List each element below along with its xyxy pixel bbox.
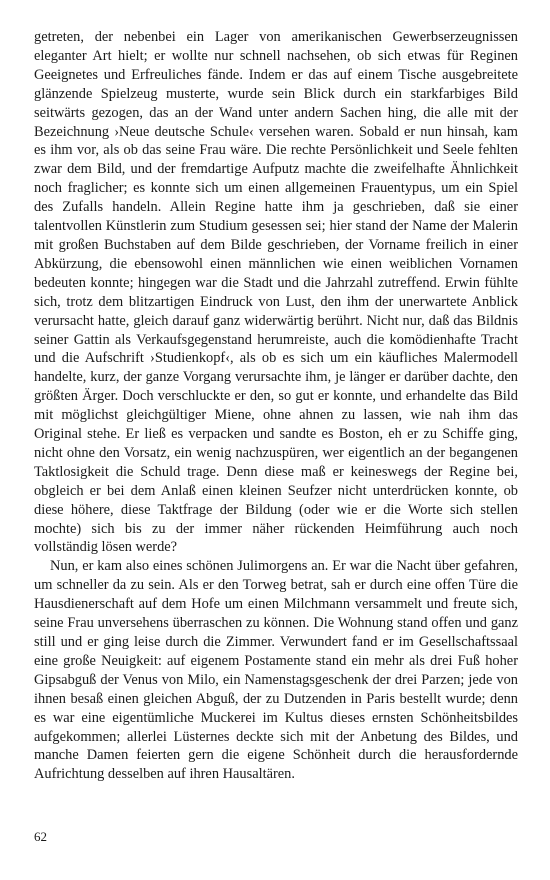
page-number: 62 [34,829,47,844]
body-text [34,28,518,784]
paragraph-2: Nun, er kam also eines schönen Julimorgens an. Er war die Nacht über gefahren, um schneller da zu sein. Als er den Torweg betrat, sah er durch eine offen Türe die Hausdienerschaft auf dem Hofe um einen Milchmann versammelt und freute sich, seine Frau unversehens überraschen zu können. Die Wohnung stand offen und ganz still und er ging leise durch die Zimmer. Verwundert fand er im Gesellschaftssaal eine große Neuigkeit: auf eigenem Postamente stand ein mehr als drei Fuß hoher Gipsabguß der Venus von Milo, ein Namenstagsgeschenk der drei Parzen; jede von ihnen besaß einen gleichen Abguß, der zu Dutzenden in Paris bestellt wurde; denn es war eine eigentümliche Muckerei im Kultus dieses ernsten Schönheitsbildes aufgekommen; allerlei Lüsternes deckte sich mit der Anbetung des Bildes, und manche Damen feierten gern die eigene Schönheit durch die herausfordernde Aufrichtung desselben auf ihren Hausaltären. [34,558,518,783]
paragraph-1: getreten, der nebenbei ein Lager von amerikanischen Gewerbserzeugnissen eleganter Art hielt; er wollte nur schnell nachsehen, ob sich etwas für Reginen Geeignetes und Erfreuliches fände. Indem er das auf einem Tische ausgebreitete glänzende Spielzeug musterte, wurde sein Blick durch ein starkfarbiges Bild seitwärts gezogen, das an der Wand unter andern Sachen hing, die alle mit der Bezeichnung ›Neue deutsche Schule‹ versehen waren. Sobald er nun hinsah, kam es ihm vor, als ob das seine Frau wäre. Die rechte Persönlichkeit und Seele fehlten zwar dem Bild, und der fremdartige Aufputz machte die zweifelhafte Ähnlichkeit noch fraglicher; es konnte sich um einen allgemeinen Frauentypus, um ein Spiel des Zufalls handeln. Allein Regine hatte ihm ja geschrieben, daß sie einer talentvollen Künstlerin zum Studium gesessen sei; hier stand der Name der Malerin mit großen Buchstaben auf dem Bilde geschrieben, der Vorname freilich in einer Abkürzung, die ebensowohl einen männlichen wie einen weiblichen Vornamen bedeuten konnte; hingegen war die Stadt und die Jahrzahl zutreffend. Erwin fühlte sich, trotz dem blitzartigen Eindruck von Lust, den ihm der unerwartete Anblick verursacht hatte, gleich darauf ganz widerwärtig berührt. Nicht nur, daß das Bildnis seiner Gattin als Verkaufsgegenstand herumreiste, auch die komödienhafte Tracht und die Aufschrift ›Studienkopf‹, als ob es sich um ein käufliches Malermodell handelte, kurz, der ganze Vorgang verursachte ihm, je länger er darüber dachte, den größten Ärger. Doch verschluckte er den, so gut er konnte, und erhandelte das Bild mit möglichst gleichgültiger Miene, ohne ahnen zu lassen, wie nah ihm das Original stehe. Er ließ es verpacken und sandte es Boston, eh er zu Schiffe ging, nicht ohne den Vorsatz, ein wenig nachzuspüren, wer eigentlich an der begangenen Taktlosigkeit die Schuld trage. Denn diese maß er keineswegs der Regine bei, obgleich er bei dem Anlaß einen kleinen Seufzer nicht unterdrücken konnte, ob diese höhere, diese Taktfrage der Bildung (oder wie er die Worte sich stellen mochte) sich bis zu der immer näher rückenden Heimführung auch noch vollständig lösen werde? [34,29,518,556]
